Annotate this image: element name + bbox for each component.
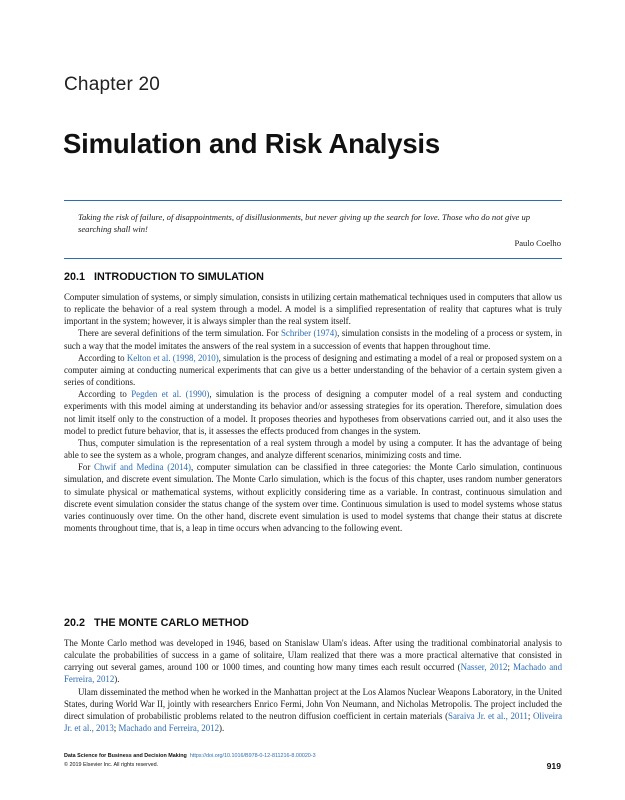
- paragraph: Thus, computer simulation is the representation of a real system through a model by using a computer. It has the advantage of being able to see the system as a whole, program changes, and analyze different scenarios, minimizing costs and time.: [64, 437, 562, 461]
- citation-link[interactable]: Nasser, 2012: [460, 662, 508, 673]
- citation-link[interactable]: Machado and Ferreira, 2012: [118, 723, 220, 734]
- paragraph: There are several definitions of the term simulation. For Schriber (1974), simulation consists in the modeling of a process or system, in such a way that the model imitates the answers of the real system in a succession of events that happen throughout time.: [64, 328, 562, 351]
- epigraph-author: Paulo Coelho: [514, 238, 561, 248]
- paragraph: According to Kelton et al. (1998, 2010), simulation is the process of designing and estimating a model of a real or proposed system on a computer aiming at conducting numerical experiments that can give us a better understanding of the behavior of a certain system given a series of conditions.: [64, 352, 562, 388]
- footer-copyright: © 2019 Elsevier Inc. All rights reserved.: [64, 762, 159, 768]
- paragraph: According to Pegden et al. (1990), simulation is the process of designing a computer model of a real system and conducting experiments with this model aiming at understanding its behavior and/or assessing strategies for its operation. Therefore, simulation does not limit itself only to the construction of a model. It proposes theories and hypotheses from observations carried out, and it also uses the model to predict future behavior, that is, it assesses the effects produced from changes in the system.: [64, 389, 562, 436]
- section-number: 20.1: [64, 271, 86, 283]
- paragraph: Computer simulation of systems, or simply simulation, consists in utilizing certain mathematical techniques used in computers that allow us to replicate the behavior of a real system through a model. A model is a simplified representation of reality that captures what is truly important in the system; however, it is always simpler than the real system itself.: [64, 292, 562, 327]
- section-title: INTRODUCTION TO SIMULATION: [94, 271, 264, 283]
- chapter-title: Simulation and Risk Analysis: [63, 128, 440, 159]
- citation-link[interactable]: Saraiva Jr. et al., 2011: [448, 710, 528, 721]
- citation-link[interactable]: Oliveira Jr. et al., 2013: [64, 710, 563, 734]
- footer-doi-link[interactable]: https://doi.org/10.1016/B978-0-12-811216-8.00020-3: [189, 753, 316, 759]
- footer-book-line: [64, 753, 316, 759]
- section-number: 20.2: [64, 617, 86, 629]
- section-heading-20-1: [64, 271, 264, 283]
- section-20-1-body: [64, 291, 562, 534]
- chapter-label: Chapter 20: [64, 74, 161, 95]
- page-number: 919: [546, 761, 561, 771]
- section-heading-20-2: [64, 617, 249, 629]
- citation-link[interactable]: Chwif and Medina (2014): [94, 462, 191, 473]
- paragraph: The Monte Carlo method was developed in 1946, based on Stanislaw Ulam's ideas. After using the traditional combinatorial analysis to calculate the probabilities of success in a game of solitaire, Ulam realized that there was a more practical alternative that consisted in carrying out several games, around 100 or 1000 times, and counting how many times each result occurred (Nasser, 2012; Machado and Ferreira, 2012).: [64, 638, 563, 685]
- section-title: THE MONTE CARLO METHOD: [94, 617, 249, 629]
- epigraph-bottom-rule: [64, 258, 562, 259]
- citation-link[interactable]: Machado and Ferreira, 2012: [64, 662, 563, 685]
- epigraph-quote: Taking the risk of failure, of disappointments, of disillusionments, but never giving up the search for love. Those who do not give up searching shall win!: [78, 212, 531, 235]
- footer-book-title: Data Science for Business and Decision Making: [64, 753, 187, 759]
- citation-link[interactable]: Pegden et al. (1990): [131, 389, 210, 400]
- citation-link[interactable]: Kelton et al. (1998, 2010): [126, 352, 219, 363]
- paragraph: Ulam disseminated the method when he worked in the Manhattan project at the Los Alamos Nuclear Weapons Laboratory, in the United States, during World War II, jointly with researchers Enrico Fermi, John Von Neumann, and Nicholas Metropolis. The project included the direct simulation of probabilistic problems related to the neutron diffusion coefficient in certain materials (Saraiva Jr. et al., 2011; Oliveira Jr. et al., 2013; Machado and Ferreira, 2012).: [64, 686, 563, 734]
- epigraph-top-rule: [64, 200, 562, 201]
- citation-link[interactable]: Schriber (1974): [280, 328, 338, 339]
- paragraph: For Chwif and Medina (2014), computer simulation can be classified in three categories: the Monte Carlo simulation, continuous simulation, and discrete event simulation. The Monte Carlo simulation, which is the focus of this chapter, uses random number generators to simulate physical or mathematical systems, without explicitly considering time as a variable. In contrast, continuous simulation and discrete event simulation consider the status change of the system over time. Continuous simulation is used to model systems whose status varies continuously over time. On the other hand, discrete event simulation is used to model systems that change their status at discrete moments throughout time, that is, a leap in time occurs when advancing to the following event.: [64, 462, 562, 533]
- section-20-2-body: [64, 637, 562, 734]
